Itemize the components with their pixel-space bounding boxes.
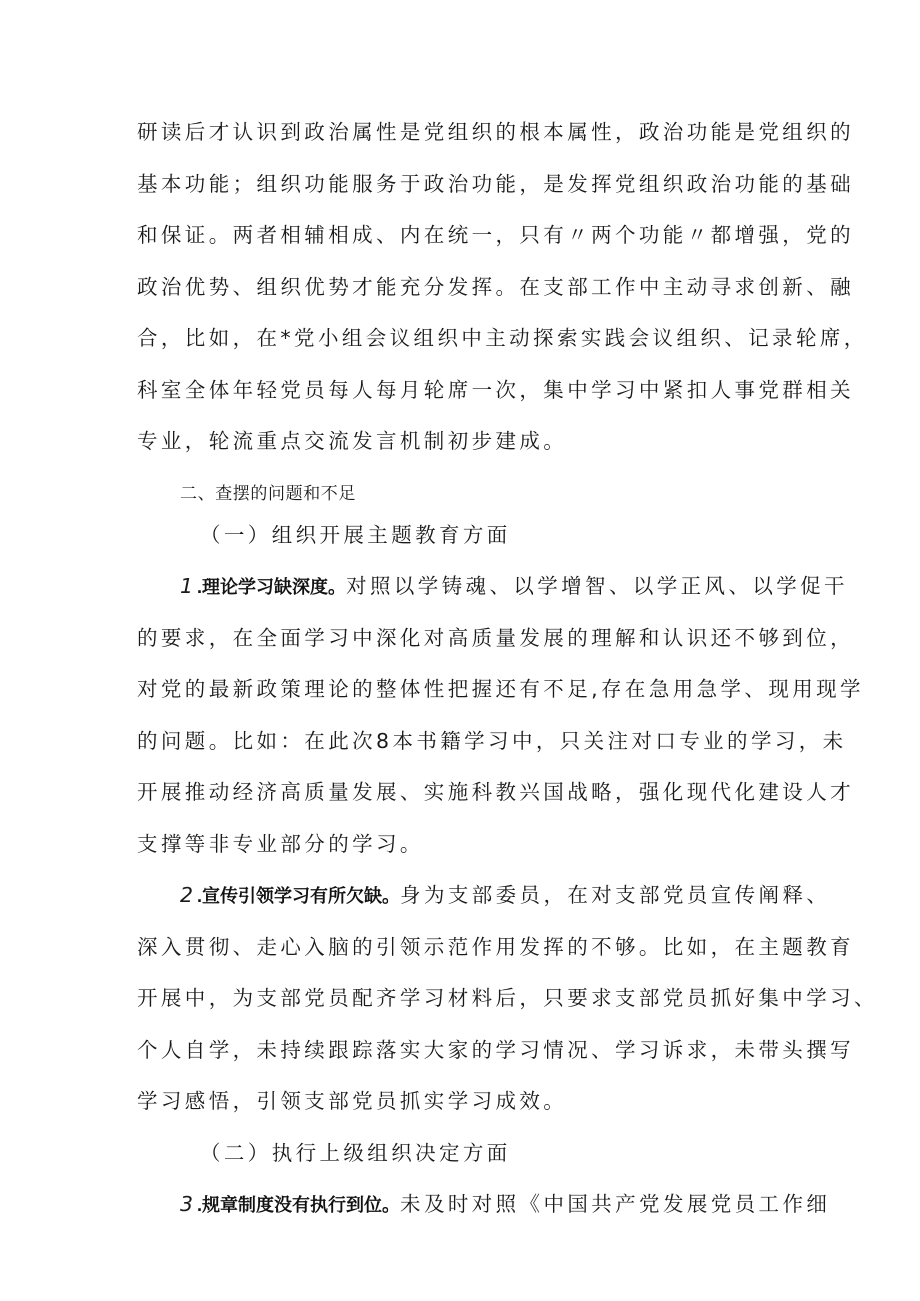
- text-line: 专业，轮流重点交流发言机制初步建成。: [137, 429, 568, 453]
- text-line: 科室全体年轻党员每人每月轮席一次，集中学习中紧扣人事党群相关: [137, 378, 854, 402]
- text-line: 合，比如，在*党小组会议组织中主动探索实践会议组织、记录轮席，: [137, 326, 868, 350]
- text-line: 个人自学，未持续跟踪落实大家的学习情况、学习诉求，未带头撰写: [137, 1038, 854, 1062]
- subsection-heading: （一）组织开展主题教育方面: [200, 523, 511, 547]
- text-line: 开展推动经济高质量发展、实施科教兴国战略，强化现代化建设人才: [137, 780, 854, 804]
- text-line: 支撑等非专业部分的学习。: [137, 832, 424, 856]
- item-first-line: [180, 1190, 830, 1219]
- text-line: 的问题。比如：在此次8本书籍学习中，只关注对口专业的学习，未: [137, 729, 847, 753]
- text-line: 对党的最新政策理论的整体性把握还有不足,存在急用急学、现用现学: [137, 677, 864, 701]
- subsection-heading: （二）执行上级组织决定方面: [200, 1141, 511, 1165]
- text-line: 基本功能；组织功能服务于政治功能，是发挥党组织政治功能的基础: [137, 172, 854, 196]
- item-lead: .宣传引领学习有所欠缺。: [197, 886, 401, 906]
- text-line: 开展中，为支部党员配齐学习材料后，只要求支部党员抓好集中学习、: [137, 986, 878, 1010]
- item-first-line: [180, 572, 848, 601]
- item-number: 1: [180, 574, 198, 598]
- text-line: 学习感悟，引领支部党员抓实学习成效。: [137, 1089, 568, 1113]
- text-line: 的要求，在全面学习中深化对高质量发展的理解和认识还不够到位，: [137, 626, 854, 650]
- section-heading: 二、查摆的问题和不足: [180, 484, 356, 504]
- item-number: 3: [180, 1192, 198, 1216]
- text-line: 研读后才认识到政治属性是党组织的根本属性，政治功能是党组织的: [137, 120, 854, 144]
- item-text: 对照以学铸魂、以学增智、以学正风、以学促干: [346, 574, 848, 598]
- text-line: 和保证。两者相辅相成、内在统一，只有〃两个功能〃都增强，党的: [137, 223, 854, 247]
- text-line: 深入贯彻、走心入脑的引领示范作用发挥的不够。比如，在主题教育: [137, 935, 854, 959]
- item-lead: .规章制度没有执行到位。: [197, 1195, 401, 1215]
- item-text: 身为支部委员，在对支部党员宣传阐释、: [400, 883, 831, 907]
- item-number: 2: [180, 883, 198, 907]
- item-text: 未及时对照《中国共产党发展党员工作细: [400, 1192, 831, 1216]
- text-line: 政治优势、组织优势才能充分发挥。在支部工作中主动寻求创新、融: [137, 275, 854, 299]
- item-first-line: [180, 881, 830, 910]
- item-lead: .理论学习缺深度。: [197, 577, 347, 597]
